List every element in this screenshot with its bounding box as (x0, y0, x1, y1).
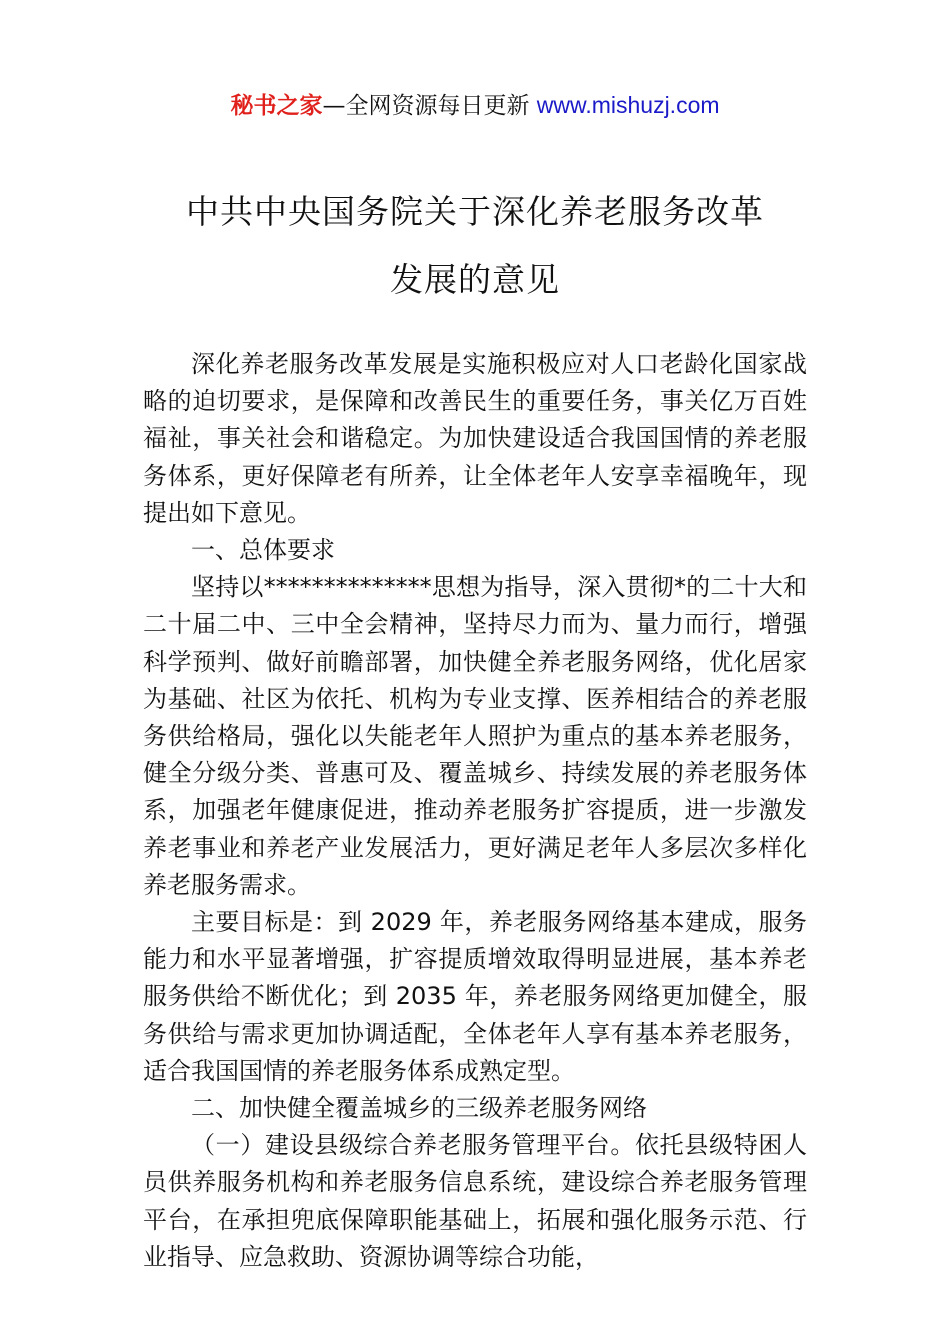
header-separator: — (322, 93, 346, 119)
paragraph-guiding-principles: 坚持以**************思想为指导，深入贯彻*的二十大和二十届二中、三中全会精神，坚持尽力而为、量力而行，增强科学预判、做好前瞻部署，加快健全养老服务网络，优化居家为基础、社区为依托、机构为专业支撑、医养相结合的养老服务供给格局，强化以失能老年人照护为重点的基本养老服务，健全分级分类、普惠可及、覆盖城乡、持续发展的养老服务体系，加强老年健康促进，推动养老服务扩容提质，进一步激发养老事业和养老产业发展活力，更好满足老年人多层次多样化养老服务需求。 (143, 573, 807, 899)
site-url-link[interactable]: www.mishuzj.com (536, 92, 720, 118)
site-tagline: 全网资源每日更新 (345, 93, 530, 119)
site-header (0, 90, 950, 121)
section-heading-2: 二、加快健全覆盖城乡的三级养老服务网络 (191, 1094, 647, 1123)
document-title-line-1: 中共中央国务院关于深化养老服务改革 (186, 192, 764, 231)
paragraph-main-goals: 主要目标是：到 2029 年，养老服务网络基本建成，服务能力和水平显著增强，扩容提质增效取得明显进展，基本养老服务供给不断优化；到 2035 年，养老服务网络更加健全，服务供给与需求更加协调适配，全体老年人享有基本养老服务，适合我国国情的养老服务体系成熟定型。 (143, 908, 807, 1085)
paragraph-county-platform: （一）建设县级综合养老服务管理平台。依托县级特困人员供养服务机构和养老服务信息系统，建设综合养老服务管理平台，在承担兜底保障职能基础上，拓展和强化服务示范、行业指导、应急救助、资源协调等综合功能， (143, 1131, 807, 1271)
section-heading-1: 一、总体要求 (191, 536, 335, 565)
document-title-line-2: 发展的意见 (390, 260, 560, 299)
site-brand[interactable]: 秘书之家 (230, 93, 323, 119)
document-body (143, 346, 807, 1276)
paragraph-intro: 深化养老服务改革发展是实施积极应对人口老龄化国家战略的迫切要求，是保障和改善民生的重要任务，事关亿万百姓福祉，事关社会和谐稳定。为加快建设适合我国国情的养老服务体系，更好保障老有所养，让全体老年人安享幸福晚年，现提出如下意见。 (143, 350, 807, 527)
